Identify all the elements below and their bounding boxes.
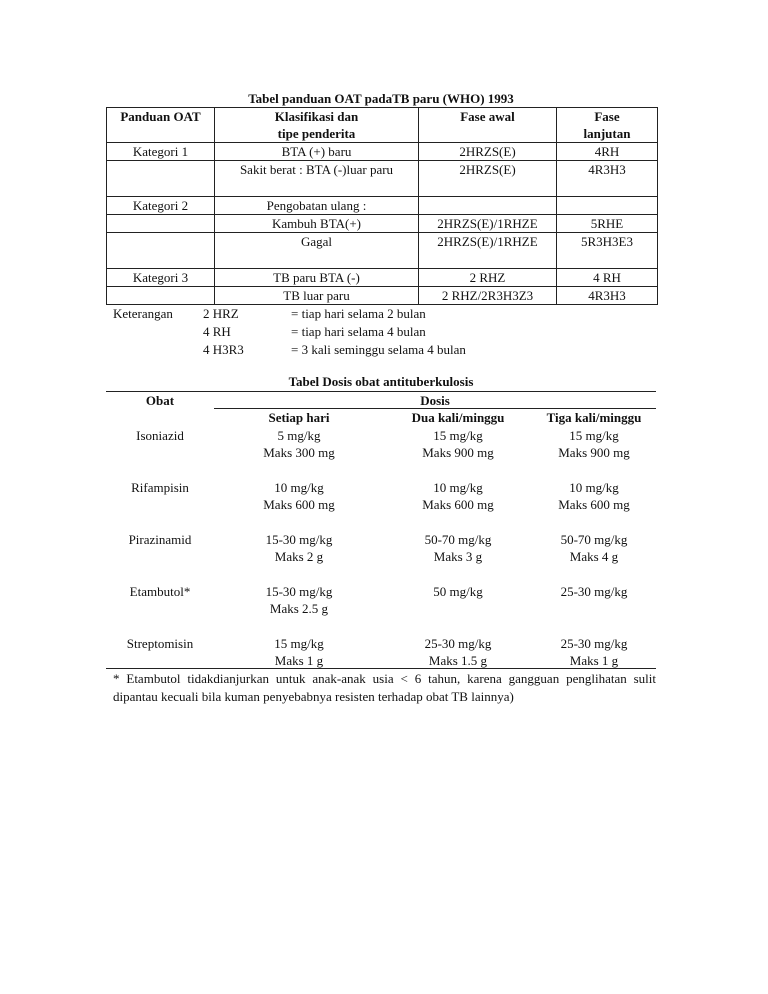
dose-value: 15 mg/kg	[569, 428, 619, 443]
footnote: * Etambutol tidakdianjurkan untuk anak-anak usia < 6 tahun, karena gangguan penglihatan sulit dipantau kecuali bila kuman penyebabnya resisten terhadap obat TB lainnya)	[113, 671, 656, 704]
cell-panduan: Kategori 1	[107, 143, 215, 161]
oat-regimen-table	[106, 107, 658, 305]
cell-klasifikasi: Gagal	[215, 233, 419, 269]
cell-panduan	[107, 215, 215, 233]
cell-fase-awal: 2HRZS(E)	[419, 143, 557, 161]
dose-value: 25-30 mg/kg	[424, 636, 492, 651]
cell-klasifikasi: Pengobatan ulang :	[215, 197, 419, 215]
keterangan-desc: = 3 kali seminggu selama 4 bulan	[291, 342, 466, 357]
keterangan-code: 2 HRZ	[203, 306, 239, 321]
cell-fase-lanjutan	[557, 197, 658, 215]
header-fase-awal: Fase awal	[419, 108, 557, 143]
cell-panduan	[107, 161, 215, 197]
dose-max: Maks 1.5 g	[428, 653, 488, 668]
table-header-row	[107, 108, 658, 143]
cell-fase-lanjutan: 4R3H3	[557, 161, 658, 197]
cell-klasifikasi: TB paru BTA (-)	[215, 269, 419, 287]
header-dosis: Dosis	[420, 393, 450, 408]
oat-table-title: Tabel panduan OAT padaTB paru (WHO) 1993	[248, 91, 514, 106]
dose-value: 25-30 mg/kg	[560, 636, 628, 651]
cell-panduan	[107, 233, 215, 269]
keterangan-code: 4 H3R3	[203, 342, 244, 357]
header-panduan: Panduan OAT	[107, 108, 215, 143]
dose-max: Maks 300 mg	[263, 445, 335, 460]
header-fase-lanjutan: Fase lanjutan	[557, 108, 658, 143]
drug-name: Isoniazid	[136, 428, 184, 443]
cell-klasifikasi: Sakit berat : BTA (-)luar paru	[215, 161, 419, 197]
table-row	[107, 197, 658, 215]
dose-value: 10 mg/kg	[274, 480, 324, 495]
header-setiap-hari: Setiap hari	[268, 410, 330, 425]
cell-fase-lanjutan: 4 RH	[557, 269, 658, 287]
drug-name: Pirazinamid	[128, 532, 192, 547]
keterangan-code: 4 RH	[203, 324, 231, 339]
dose-max: Maks 1 g	[569, 653, 619, 668]
drug-name: Rifampisin	[131, 480, 189, 495]
cell-panduan	[107, 287, 215, 305]
cell-fase-lanjutan: 4RH	[557, 143, 658, 161]
dose-value: 15-30 mg/kg	[265, 532, 333, 547]
dose-max: Maks 900 mg	[558, 445, 630, 460]
dose-max: Maks 900 mg	[422, 445, 494, 460]
cell-fase-awal: 2HRZS(E)	[419, 161, 557, 197]
cell-fase-awal: 2 RHZ	[419, 269, 557, 287]
drug-name: Etambutol*	[129, 584, 191, 599]
dose-value: 50-70 mg/kg	[424, 532, 492, 547]
dose-max: Maks 600 mg	[422, 497, 494, 512]
header-dua-kali: Dua kali/minggu	[411, 410, 505, 425]
table-row	[107, 269, 658, 287]
keterangan-label: Keterangan	[113, 306, 173, 321]
dosage-table-title: Tabel Dosis obat antituberkulosis	[288, 374, 474, 389]
dose-max: Maks 1 g	[274, 653, 324, 668]
dose-value: 25-30 mg/kg	[560, 584, 628, 599]
dose-max: Maks 3 g	[433, 549, 483, 564]
header-klasifikasi: Klasifikasi dan tipe penderita	[215, 108, 419, 143]
keterangan-desc: = tiap hari selama 4 bulan	[291, 324, 426, 339]
cell-panduan: Kategori 3	[107, 269, 215, 287]
cell-fase-lanjutan: 4R3H3	[557, 287, 658, 305]
table-row	[107, 233, 658, 269]
dose-max: Maks 4 g	[569, 549, 619, 564]
table-row	[107, 143, 658, 161]
cell-fase-lanjutan: 5RHE	[557, 215, 658, 233]
cell-klasifikasi: Kambuh BTA(+)	[215, 215, 419, 233]
header-obat: Obat	[145, 393, 175, 408]
dose-value: 50-70 mg/kg	[560, 532, 628, 547]
header-tiga-kali: Tiga kali/minggu	[546, 410, 642, 425]
dose-value: 5 mg/kg	[277, 428, 321, 443]
dose-value: 15-30 mg/kg	[265, 584, 333, 599]
table-row	[107, 161, 658, 197]
dose-value: 50 mg/kg	[433, 584, 483, 599]
dose-max: Maks 600 mg	[263, 497, 335, 512]
table-row	[107, 287, 658, 305]
cell-fase-awal: 2HRZS(E)/1RHZE	[419, 215, 557, 233]
dose-value: 10 mg/kg	[433, 480, 483, 495]
cell-fase-awal: 2HRZS(E)/1RHZE	[419, 233, 557, 269]
dose-value: 15 mg/kg	[433, 428, 483, 443]
keterangan-desc: = tiap hari selama 2 bulan	[291, 306, 426, 321]
dose-value: 15 mg/kg	[274, 636, 324, 651]
drug-name: Streptomisin	[126, 636, 194, 651]
dose-max: Maks 2.5 g	[269, 601, 329, 616]
dose-value: 10 mg/kg	[569, 480, 619, 495]
cell-fase-awal: 2 RHZ/2R3H3Z3	[419, 287, 557, 305]
cell-fase-lanjutan: 5R3H3E3	[557, 233, 658, 269]
cell-panduan: Kategori 2	[107, 197, 215, 215]
cell-klasifikasi: BTA (+) baru	[215, 143, 419, 161]
cell-fase-awal	[419, 197, 557, 215]
dose-max: Maks 600 mg	[558, 497, 630, 512]
table-row	[107, 215, 658, 233]
cell-klasifikasi: TB luar paru	[215, 287, 419, 305]
dose-max: Maks 2 g	[274, 549, 324, 564]
